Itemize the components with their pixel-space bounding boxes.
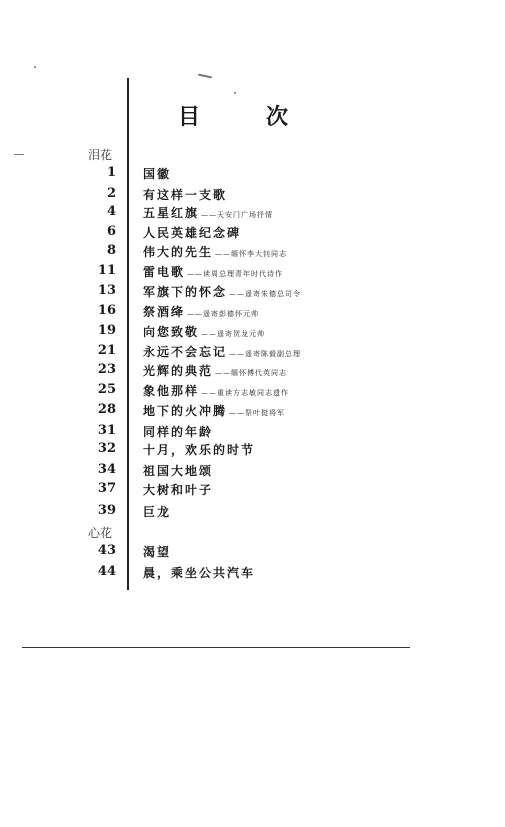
entry-title: 有这样一支歌 <box>143 188 228 202</box>
page-number: 37 <box>97 481 116 496</box>
vertical-rule <box>127 78 129 590</box>
page-number: 16 <box>97 303 116 318</box>
page-number: 39 <box>97 503 116 518</box>
toc-entry <box>143 204 273 223</box>
entry-title: 雷电歌 <box>143 265 186 279</box>
toc-entry <box>143 462 215 481</box>
section-heading-heartflower: 心花 <box>88 526 113 540</box>
toc-entry <box>143 441 257 460</box>
entry-title: 永远不会忘记 <box>143 345 228 359</box>
page-number: 4 <box>106 204 116 219</box>
toc-entry <box>143 165 173 184</box>
page-number: 11 <box>97 263 116 278</box>
entry-title: 国徽 <box>143 167 172 181</box>
page-number: 31 <box>97 423 116 438</box>
entry-title: 巨龙 <box>143 505 172 519</box>
entry-subtitle: ——缅怀傅代英同志 <box>215 369 288 377</box>
page-number: 19 <box>97 323 116 338</box>
page-number: 21 <box>97 343 116 358</box>
page-number: 43 <box>97 543 116 558</box>
toc-entry <box>143 543 173 562</box>
toc-entry <box>143 481 215 500</box>
entry-subtitle: ——重读方志敏同志遗作 <box>201 389 290 397</box>
page-number: 2 <box>106 186 116 201</box>
page-number: 13 <box>97 283 116 298</box>
entry-title: 渴望 <box>143 545 172 559</box>
toc-entry <box>143 503 173 522</box>
entry-subtitle: ——遥寄贺龙元帅 <box>201 330 266 338</box>
toc-entry <box>143 186 229 205</box>
page-number: 34 <box>97 462 116 477</box>
toc-entry <box>143 564 257 583</box>
toc-entry <box>143 283 301 302</box>
page-number: 32 <box>97 441 116 456</box>
entry-subtitle: ——遥寄陈毅副总理 <box>229 350 302 358</box>
page-number: 8 <box>106 243 116 258</box>
toc-entry <box>143 423 215 442</box>
entry-title: 祖国大地颂 <box>143 464 214 478</box>
entry-subtitle: ——祭叶挺将军 <box>229 409 286 417</box>
page-number: 28 <box>97 402 116 417</box>
page-number: 44 <box>97 564 116 579</box>
entry-title: 晨，乘坐公共汽车 <box>143 566 256 580</box>
scan-speck <box>234 92 236 94</box>
page-title: 目 次 <box>178 104 311 130</box>
scan-speck <box>198 74 212 79</box>
toc-entry <box>143 323 265 342</box>
entry-title: 光辉的典范 <box>143 364 214 378</box>
entry-title: 向您致敬 <box>143 325 200 339</box>
toc-entry <box>143 263 283 282</box>
entry-subtitle: ——遥寄彭德怀元帅 <box>187 310 260 318</box>
toc-entry <box>143 382 289 401</box>
entry-title: 同样的年龄 <box>143 425 214 439</box>
entry-title: 地下的火冲腾 <box>143 404 228 418</box>
entry-title: 祭酒绛 <box>143 305 186 319</box>
page-number: 1 <box>106 165 116 180</box>
entry-title: 大树和叶子 <box>143 483 214 497</box>
scan-speck <box>34 66 36 68</box>
entry-subtitle: ——遥寄朱德总司令 <box>229 290 302 298</box>
entry-title: 人民英雄纪念碑 <box>143 226 242 240</box>
entry-title: 五星红旗 <box>143 206 200 220</box>
toc-entry <box>143 243 287 262</box>
entry-subtitle: ——读周总理青年时代诗作 <box>187 270 284 278</box>
entry-title: 十月，欢乐的时节 <box>143 443 256 457</box>
entry-title: 象他那样 <box>143 384 200 398</box>
toc-entry <box>143 402 285 421</box>
entry-subtitle: ——天安门广场抒情 <box>201 211 274 219</box>
scan-speck <box>14 154 24 155</box>
page-number: 6 <box>106 224 116 239</box>
toc-entry <box>143 303 259 322</box>
toc-entry <box>143 362 287 381</box>
page-number: 25 <box>97 382 116 397</box>
toc-entry <box>143 224 243 243</box>
toc-entry <box>143 343 301 362</box>
section-heading-tearflower: 泪花 <box>88 148 113 162</box>
horizontal-rule <box>22 647 410 648</box>
entry-title: 伟大的先生 <box>143 245 214 259</box>
entry-subtitle: ——缅怀李大钊同志 <box>215 250 288 258</box>
entry-title: 军旗下的怀念 <box>143 285 228 299</box>
page-number: 23 <box>97 362 116 377</box>
